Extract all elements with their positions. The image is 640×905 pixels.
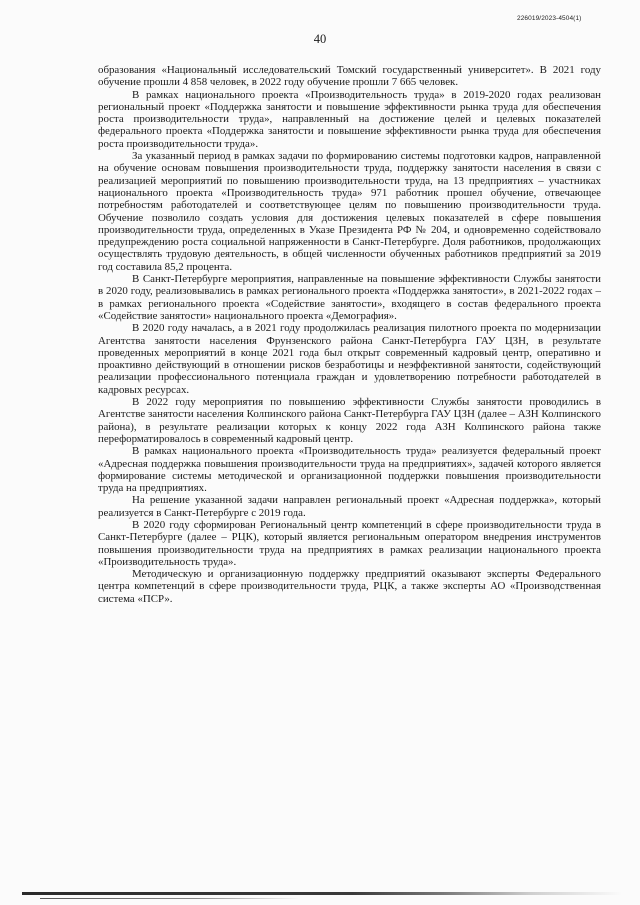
paragraph: За указанный период в рамках задачи по формированию системы подготовки кадров, направленной на обучение основам повышения производительности труда, поддержку занятости населения в связи с реализацией мероприятий по повышению производительности труда, на 13 предприятиях – участниках национального проекта «Производительность труда» 971 работник прошел обучение, отвечающее потребностям работодателей и соответствующее целям по повышению производительности труда. Обучение позволило создать условия для достижения целевых показателей в сфере повышения производительности труда, определенных в Указе Президента РФ № 204, и одновременно содействовало предупреждению роста социальной напряженности в Санкт-Петербурге. Доля работников, продолжающих осуществлять трудовую деятельность, в общей численности обученных работников предприятий за 2019 год составила 85,2 процента. xyxy=(98,150,601,273)
document-body xyxy=(98,64,601,605)
paragraph: образования «Национальный исследовательский Томский государственный университет». В 2021 году обучение прошли 4 858 человек, в 2022 году обучение прошли 7 665 человек. xyxy=(98,64,601,89)
scan-edge-line-secondary xyxy=(40,898,300,899)
paragraph: На решение указанной задачи направлен региональный проект «Адресная поддержка», который реализуется в Санкт-Петербурге с 2019 года. xyxy=(98,494,601,519)
paragraph: В 2020 году началась, а в 2021 году продолжилась реализация пилотного проекта по модернизации Агентства занятости населения Фрунзенского района Санкт-Петербурга ГАУ ЦЗН, в результате проведенных мероприятий в конце 2021 года был открыт современный кадровый центр, оперативно и проактивно действующий в отношении рисков безработицы и неэффективной занятости, содействующий реализации профессионального потенциала граждан и удовлетворению потребности работодателей в кадровых ресурсах. xyxy=(98,322,601,396)
paragraph: В рамках национального проекта «Производительность труда» реализуется федеральный проект «Адресная поддержка повышения производительности труда на предприятиях», задачей которого является формирование системы методической и организационной поддержки повышения производительности труда на предприятиях. xyxy=(98,445,601,495)
scan-edge-line xyxy=(22,892,622,895)
document-id: 226019/2023-4504(1) xyxy=(517,15,582,22)
page-number: 40 xyxy=(313,32,327,46)
paragraph: В 2022 году мероприятия по повышению эффективности Службы занятости проводились в Агентстве занятости населения Колпинского района Санкт-Петербурга ГАУ ЦЗН (далее – АЗН Колпинского района), в результате реализации которых к концу 2022 года АЗН Колпинского района также переформатировалось в современный кадровый центр. xyxy=(98,396,601,445)
paragraph: В Санкт-Петербурге мероприятия, направленные на повышение эффективности Службы занятости в 2020 году, реализовывались в рамках регионального проекта «Поддержка занятости», в 2021-2022 годах – в рамках регионального проекта «Содействие занятости», входящего в состав федерального проекта «Содействие занятости» национального проекта «Демография». xyxy=(98,273,601,322)
paragraph: В 2020 году сформирован Региональный центр компетенций в сфере производительности труда в Санкт-Петербурге (далее – РЦК), который является региональным оператором внедрения инструментов повышения производительности труда на предприятиях в рамках реализации национального проекта «Производительность труда». xyxy=(98,518,601,568)
paragraph: Методическую и организационную поддержку предприятий оказывают эксперты Федерального центра компетенций в сфере производительности труда, РЦК, а также эксперты АО «Производственная система «ПСР». xyxy=(98,568,601,605)
paragraph: В рамках национального проекта «Производительность труда» в 2019-2020 годах реализован региональный проект «Поддержка занятости и повышение эффективности рынка труда для обеспечения роста производительности труда», направленный на достижение целей и целевых показателей федерального проекта «Поддержка занятости и повышение эффективности рынка труда для обеспечения роста производительности труда». xyxy=(98,88,601,150)
